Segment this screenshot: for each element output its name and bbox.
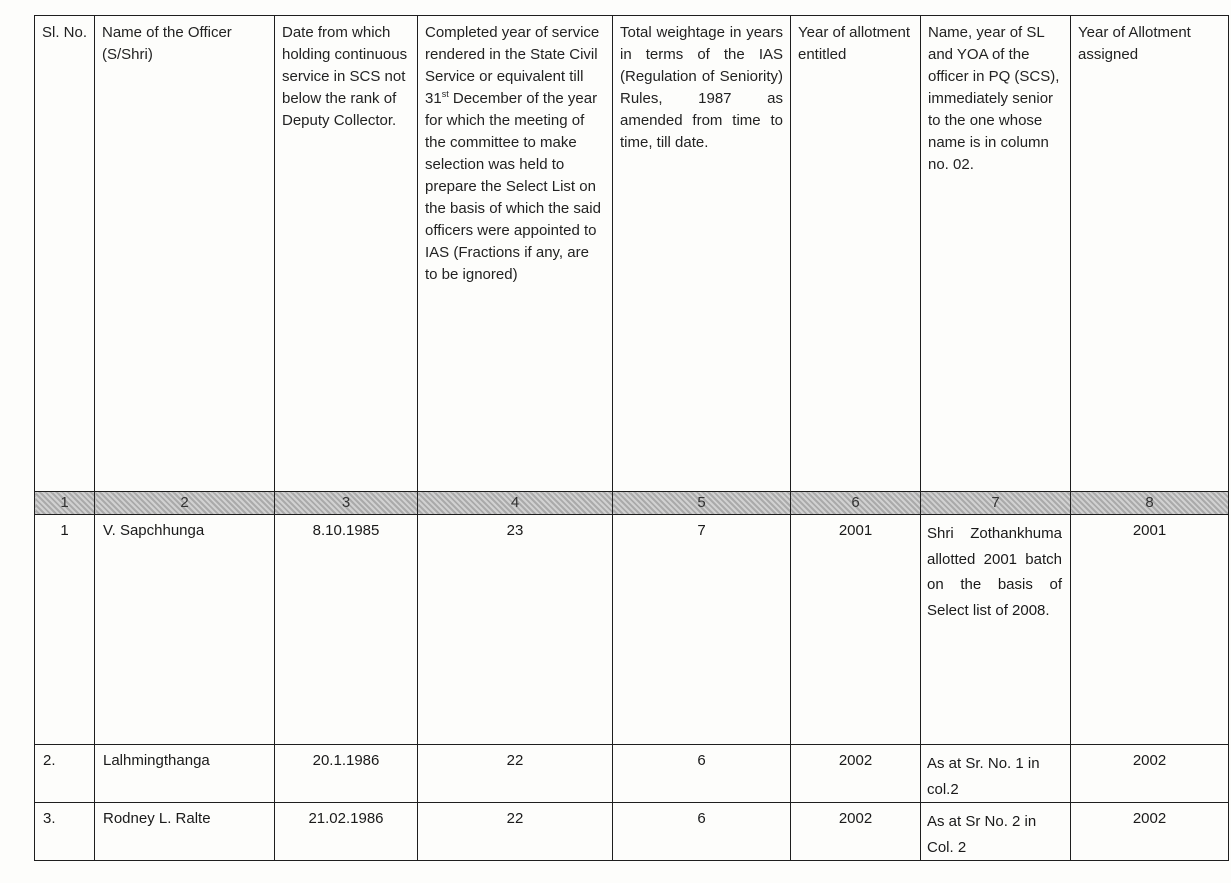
year-entitled-cell: 2002 xyxy=(791,803,921,861)
date-cell: 8.10.1985 xyxy=(275,515,418,745)
column-number: 4 xyxy=(418,492,613,515)
officer-name-cell: V. Sapchhunga xyxy=(95,515,275,745)
column-number: 1 xyxy=(35,492,95,515)
weightage-cell: 6 xyxy=(613,745,791,803)
sl-no-cell: 3. xyxy=(35,803,95,861)
header-cell-completed-years xyxy=(418,16,613,492)
year-assigned-cell: 2002 xyxy=(1071,803,1229,861)
senior-officer-cell: Shri Zothankhuma allotted 2001 batch on the basis of Select list of 2008. xyxy=(921,515,1071,745)
year-entitled-cell: 2002 xyxy=(791,745,921,803)
header-row xyxy=(35,16,1229,492)
header-cell-total-weightage: Total weightage in years in terms of the IAS (Regulation of Seniority) Rules, 1987 as amended from time to time, till date. xyxy=(613,16,791,492)
header-superscript: st xyxy=(441,89,449,99)
column-number: 6 xyxy=(791,492,921,515)
header-cell-senior-officer: Name, year of SL and YOA of the officer in PQ (SCS), immediately senior to the one whose name is in column no. 02. xyxy=(921,16,1071,492)
year-assigned-cell: 2002 xyxy=(1071,745,1229,803)
table-row xyxy=(35,745,1229,803)
date-cell: 21.02.1986 xyxy=(275,803,418,861)
weightage-cell: 6 xyxy=(613,803,791,861)
column-number: 5 xyxy=(613,492,791,515)
weightage-cell: 7 xyxy=(613,515,791,745)
seniority-table xyxy=(34,15,1229,861)
header-cell-officer-name: Name of the Officer (S/Shri) xyxy=(95,16,275,492)
senior-officer-cell: As at Sr. No. 1 in col.2 xyxy=(921,745,1071,803)
column-number: 2 xyxy=(95,492,275,515)
senior-officer-cell: As at Sr No. 2 in Col. 2 xyxy=(921,803,1071,861)
year-assigned-cell: 2001 xyxy=(1071,515,1229,745)
header-cell-date-continuous-service: Date from which holding continuous service in SCS not below the rank of Deputy Collector. xyxy=(275,16,418,492)
header-text-part-a: Completed year of service rendered in the State Civil Service or equivalent till 31 xyxy=(425,24,600,107)
column-number-row xyxy=(35,492,1229,515)
column-number: 7 xyxy=(921,492,1071,515)
sl-no-cell: 2. xyxy=(35,745,95,803)
column-number: 8 xyxy=(1071,492,1229,515)
table-row xyxy=(35,515,1229,745)
year-entitled-cell: 2001 xyxy=(791,515,921,745)
years-service-cell: 23 xyxy=(418,515,613,745)
header-cell-sl-no: Sl. No. xyxy=(35,16,95,492)
officer-name-cell: Lalhmingthanga xyxy=(95,745,275,803)
header-text-part-b: December of the year for which the meeting of the committee to make selection was held to prepare the Select List on the basis of which the said officers were appointed to IAS (Fractions if any, are to be ignored) xyxy=(425,90,601,283)
years-service-cell: 22 xyxy=(418,745,613,803)
column-number: 3 xyxy=(275,492,418,515)
table-row xyxy=(35,803,1229,861)
header-cell-year-entitled: Year of allotment entitled xyxy=(791,16,921,492)
header-cell-year-assigned: Year of Allotment assigned xyxy=(1071,16,1229,492)
sl-no-cell: 1 xyxy=(35,515,95,745)
date-cell: 20.1.1986 xyxy=(275,745,418,803)
years-service-cell: 22 xyxy=(418,803,613,861)
officer-name-cell: Rodney L. Ralte xyxy=(95,803,275,861)
